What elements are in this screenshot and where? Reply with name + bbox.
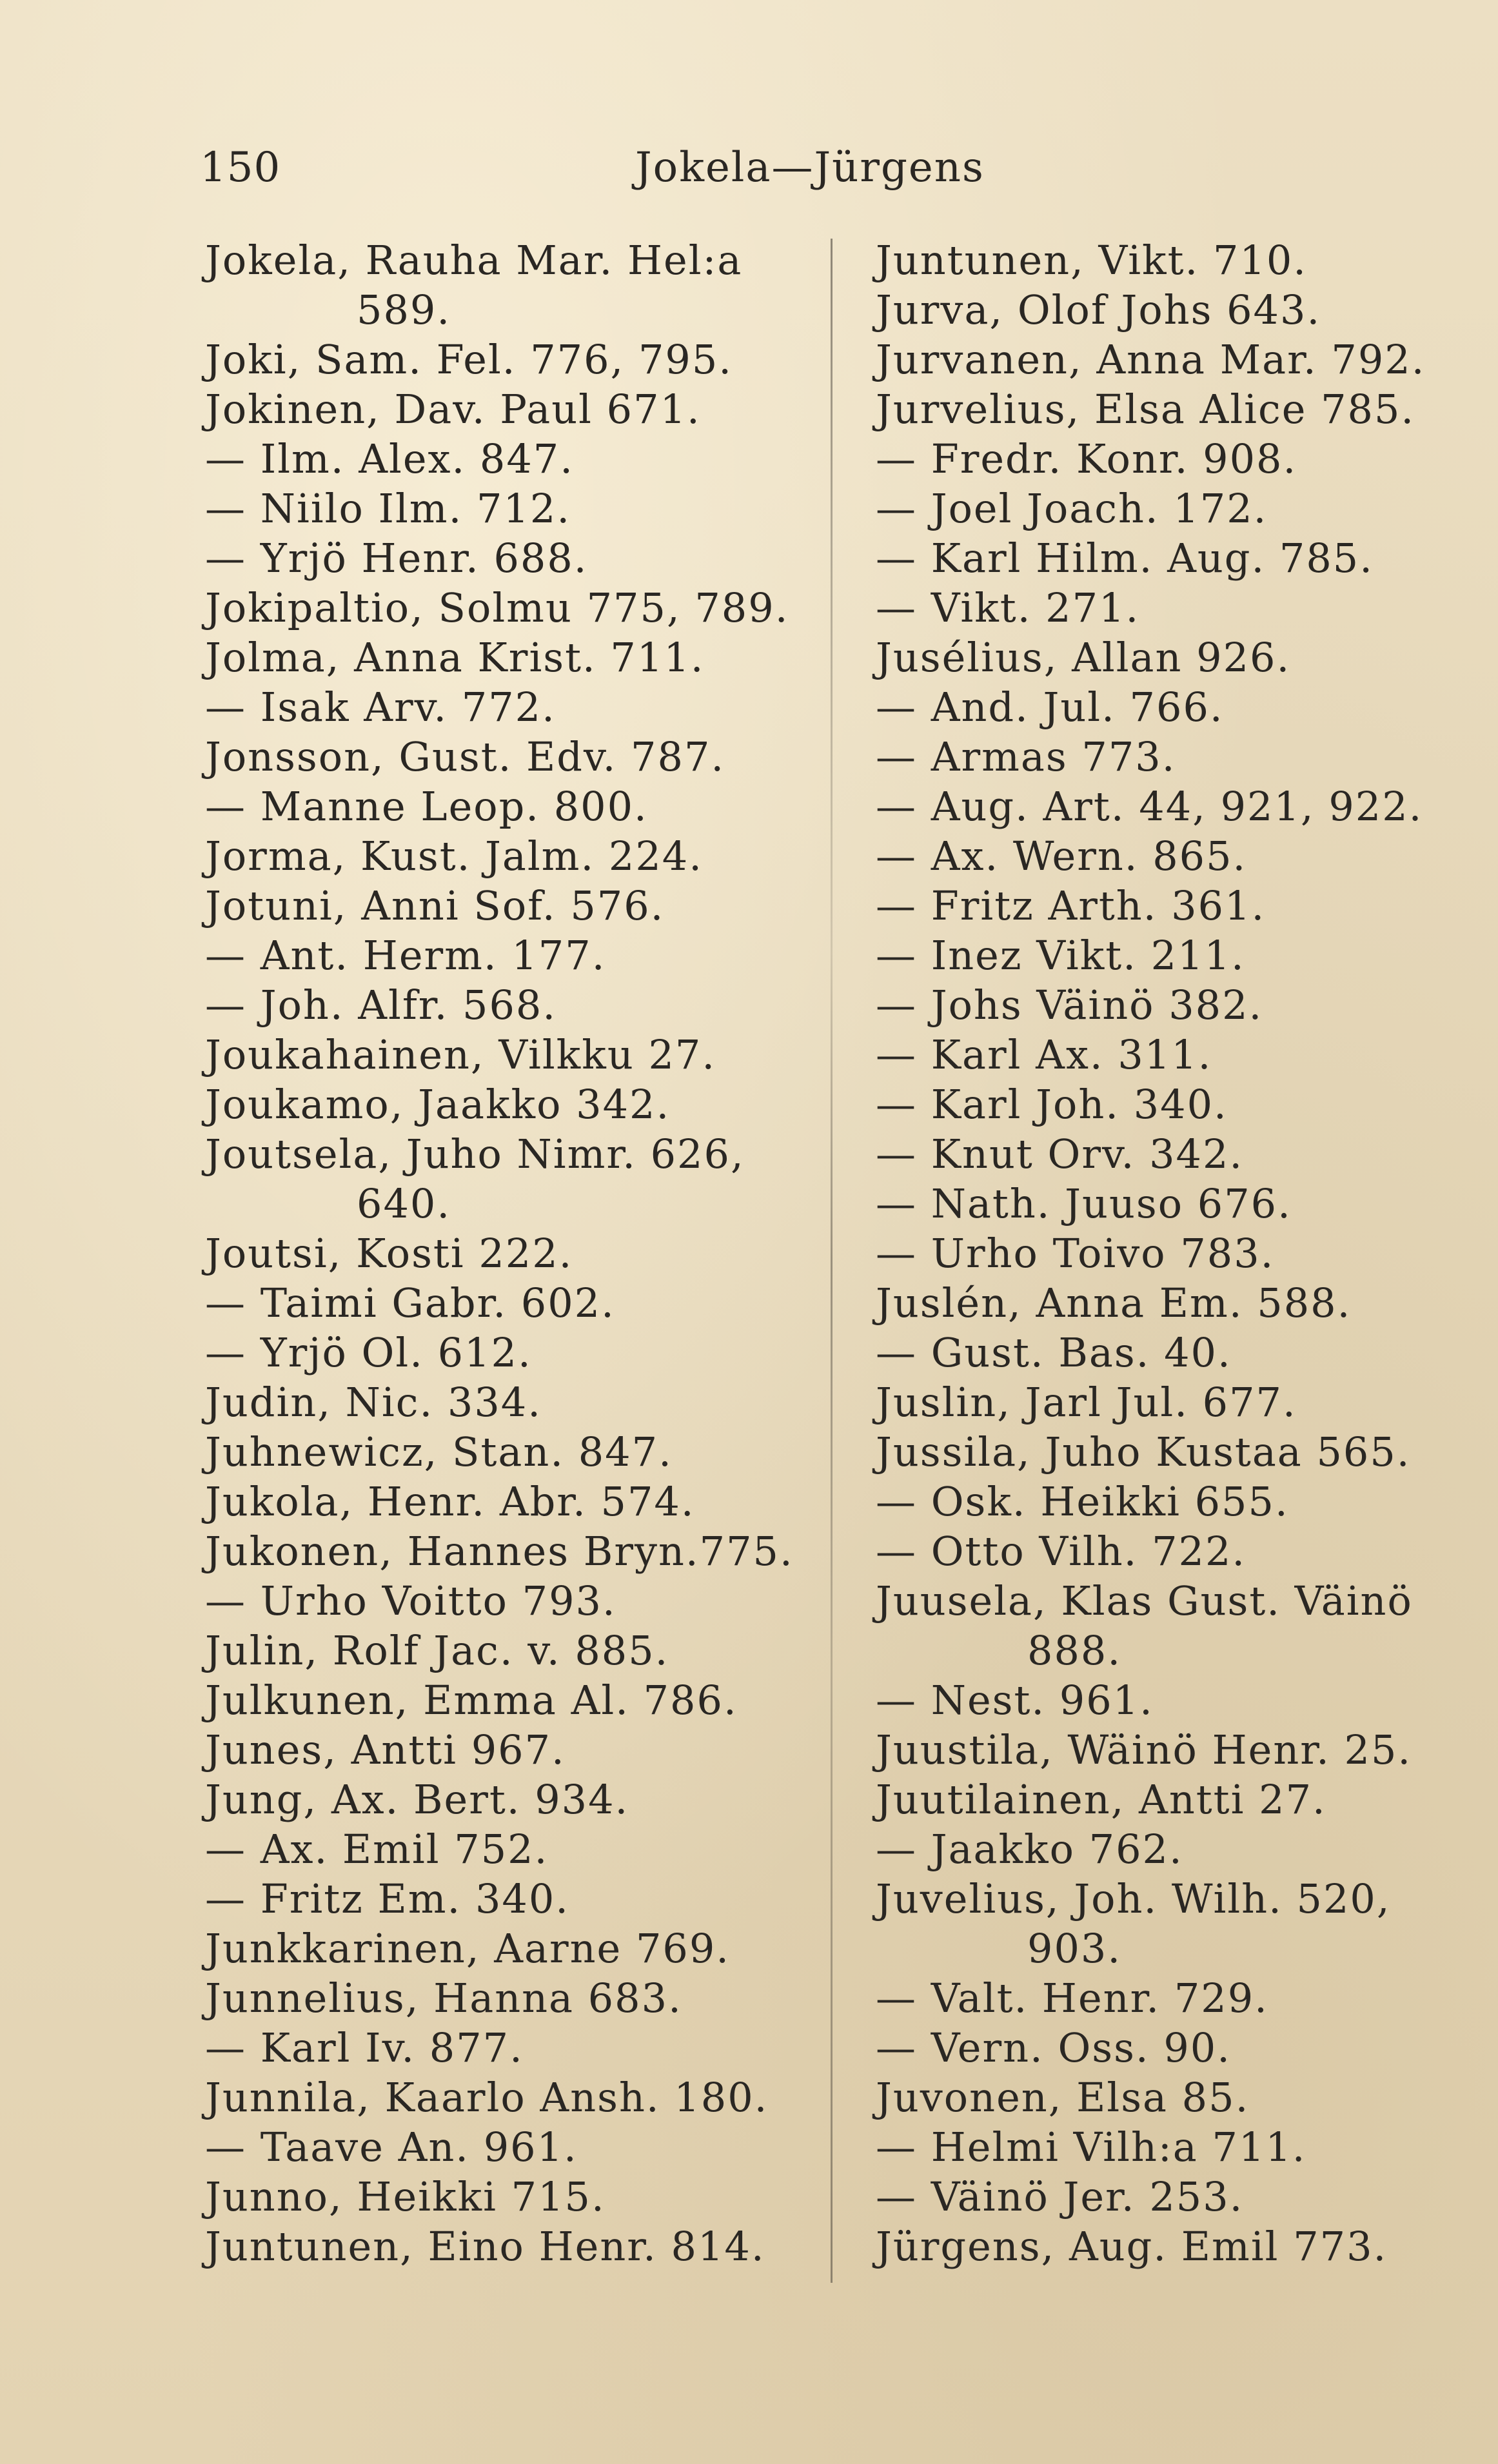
index-entry: Juvelius, Joh. Wilh. 520, <box>876 1875 1391 1922</box>
index-entry: Junnila, Kaarlo Ansh. 180. <box>205 2074 769 2121</box>
index-entry: Jonsson, Gust. Edv. 787. <box>205 733 725 780</box>
index-entry: Julkunen, Emma Al. 786. <box>205 1677 738 1724</box>
index-entry-continuation: 640. <box>357 1180 451 1227</box>
index-entry: Joki, Sam. Fel. 776, 795. <box>205 336 733 383</box>
index-entry: — Ant. Herm. 177. <box>205 932 606 979</box>
index-entry: Jokipaltio, Solmu 775, 789. <box>205 584 789 631</box>
index-entry: — Inez Vikt. 211. <box>876 932 1245 979</box>
index-entry-continuation: 903. <box>1027 1925 1122 1972</box>
index-entry: Jolma, Anna Krist. 711. <box>205 634 705 681</box>
index-entry: Juslén, Anna Em. 588. <box>876 1279 1352 1326</box>
index-column-right <box>876 235 1482 2271</box>
index-entry: Jukola, Henr. Abr. 574. <box>205 1478 695 1525</box>
index-entry: Juutilainen, Antti 27. <box>876 1776 1326 1823</box>
index-entry: — Yrjö Ol. 612. <box>205 1329 532 1376</box>
index-entry: Juntunen, Eino Henr. 814. <box>205 2223 765 2270</box>
index-entry: — Nath. Juuso 676. <box>876 1180 1292 1227</box>
index-entry: Junno, Heikki 715. <box>205 2173 606 2220</box>
index-entry: — Helmi Vilh:a 711. <box>876 2124 1306 2171</box>
index-entry: Juusela, Klas Gust. Väinö <box>876 1577 1413 1624</box>
index-entry: Joukamo, Jaakko 342. <box>205 1081 671 1128</box>
index-entry: Jokela, Rauha Mar. Hel:a <box>205 237 743 284</box>
index-entry: — Knut Orv. 342. <box>876 1130 1244 1178</box>
index-entry: Julin, Rolf Jac. v. 885. <box>205 1627 669 1674</box>
column-divider <box>831 239 833 2283</box>
index-entry: Joukahainen, Vilkku 27. <box>205 1031 716 1078</box>
running-head: Jokela—Jürgens <box>635 144 985 192</box>
index-entry: — Vern. Oss. 90. <box>876 2024 1231 2071</box>
index-entry: — Urho Voitto 793. <box>205 1577 616 1624</box>
index-entry: Jurva, Olof Johs 643. <box>876 286 1321 333</box>
index-entry: Joutsi, Kosti 222. <box>205 1230 573 1277</box>
index-entry: — Joel Joach. 172. <box>876 485 1268 532</box>
index-entry: — Isak Arv. 772. <box>205 684 556 731</box>
index-entry: Jotuni, Anni Sof. 576. <box>205 882 665 929</box>
index-entry: Jurvanen, Anna Mar. 792. <box>876 336 1426 383</box>
index-entry: Juustila, Wäinö Henr. 25. <box>876 1726 1412 1773</box>
index-entry: — Fredr. Konr. 908. <box>876 435 1297 482</box>
index-entry: — Taave An. 961. <box>205 2124 578 2171</box>
index-entry: — Ax. Emil 752. <box>205 1826 549 1873</box>
index-entry: — And. Jul. 766. <box>876 684 1224 731</box>
index-entry: Juslin, Jarl Jul. 677. <box>876 1379 1297 1426</box>
index-entry: — Urho Toivo 783. <box>876 1230 1275 1277</box>
index-entry: — Fritz Em. 340. <box>205 1875 569 1922</box>
index-entry: — Karl Iv. 877. <box>205 2024 524 2071</box>
page-number: 150 <box>200 144 281 192</box>
index-entry: Jokinen, Dav. Paul 671. <box>205 386 701 433</box>
index-entry: — Yrjö Henr. 688. <box>205 535 588 582</box>
index-entry: — Osk. Heikki 655. <box>876 1478 1289 1525</box>
index-entry: Jürgens, Aug. Emil 773. <box>876 2223 1388 2270</box>
index-entry: — Karl Hilm. Aug. 785. <box>876 535 1374 582</box>
index-entry: Jussila, Juho Kustaa 565. <box>876 1428 1411 1475</box>
index-entry: Juntunen, Vikt. 710. <box>876 237 1307 284</box>
index-entry: Jorma, Kust. Jalm. 224. <box>205 833 703 880</box>
index-entry: — Niilo Ilm. 712. <box>205 485 571 532</box>
index-entry: — Fritz Arth. 361. <box>876 882 1266 929</box>
index-entry: — Gust. Bas. 40. <box>876 1329 1232 1376</box>
index-entry: — Otto Vilh. 722. <box>876 1528 1247 1575</box>
index-entry: — Ilm. Alex. 847. <box>205 435 574 482</box>
index-entry: — Karl Ax. 311. <box>876 1031 1212 1078</box>
index-entry: Juhnewicz, Stan. 847. <box>205 1428 673 1475</box>
index-entry: Juvonen, Elsa 85. <box>876 2074 1250 2121</box>
index-entry: — Väinö Jer. 253. <box>876 2173 1244 2220</box>
index-entry: — Nest. 961. <box>876 1677 1154 1724</box>
index-entry: — Jaakko 762. <box>876 1826 1183 1873</box>
index-column-left <box>205 235 818 2271</box>
index-entry: Jusélius, Allan 926. <box>876 634 1291 681</box>
index-entry: — Ax. Wern. 865. <box>876 833 1247 880</box>
index-entry: — Valt. Henr. 729. <box>876 1975 1268 2022</box>
index-entry-continuation: 888. <box>1027 1627 1122 1674</box>
index-entry: — Taimi Gabr. 602. <box>205 1279 615 1326</box>
index-entry: — Karl Joh. 340. <box>876 1081 1228 1128</box>
index-entry: Junkkarinen, Aarne 769. <box>205 1925 731 1972</box>
index-entry: Jurvelius, Elsa Alice 785. <box>876 386 1415 433</box>
index-entry: — Joh. Alfr. 568. <box>205 981 557 1029</box>
index-entry: — Johs Väinö 382. <box>876 981 1263 1029</box>
index-entry: — Manne Leop. 800. <box>205 783 648 830</box>
index-entry: Junes, Antti 967. <box>205 1726 566 1773</box>
index-entry: Jung, Ax. Bert. 934. <box>205 1776 629 1823</box>
index-entry-continuation: 589. <box>357 286 451 333</box>
index-entry: — Vikt. 271. <box>876 584 1140 631</box>
index-entry: Joutsela, Juho Nimr. 626, <box>205 1130 745 1178</box>
index-entry: — Aug. Art. 44, 921, 922. <box>876 783 1423 830</box>
index-entry: Judin, Nic. 334. <box>205 1379 542 1426</box>
index-entry: Jukonen, Hannes Bryn.775. <box>205 1528 794 1575</box>
index-entry: — Armas 773. <box>876 733 1176 780</box>
index-entry: Junnelius, Hanna 683. <box>205 1975 682 2022</box>
